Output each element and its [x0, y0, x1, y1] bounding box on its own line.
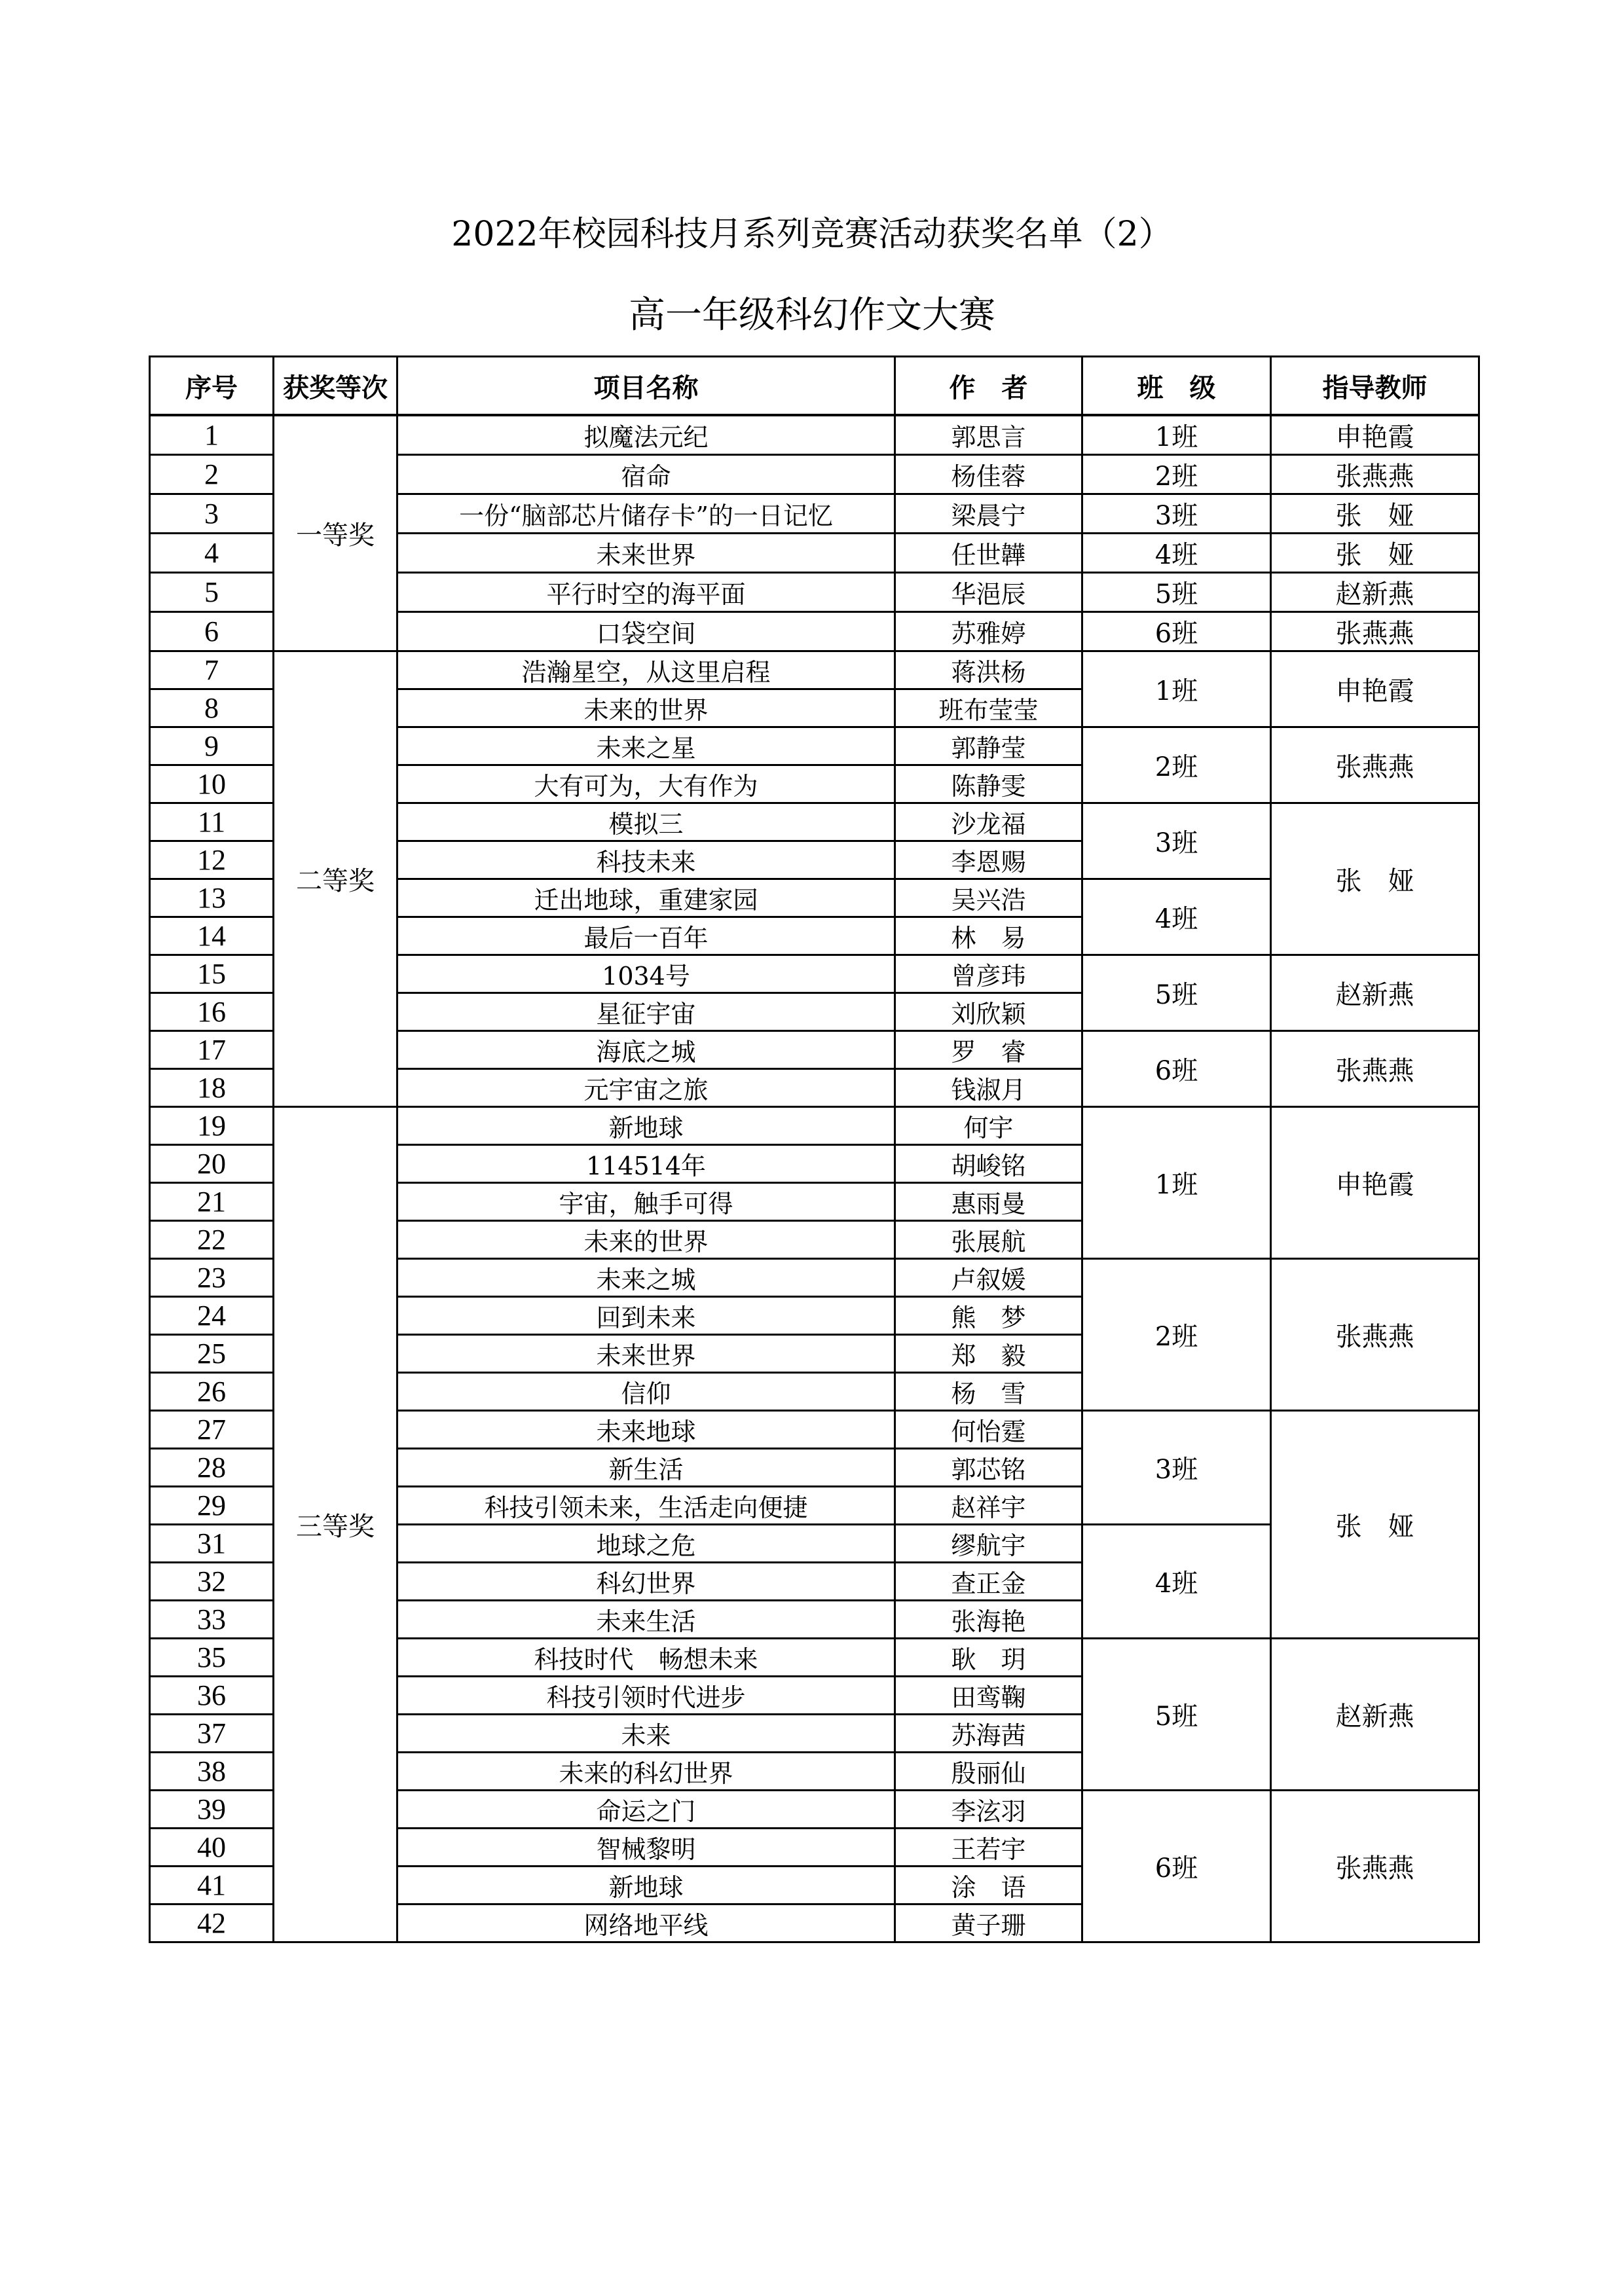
cell-project: 科技未来	[397, 841, 895, 879]
table-row	[150, 415, 1479, 455]
cell-class: 6班	[1082, 612, 1271, 651]
page-title: 2022年校园科技月系列竞赛活动获奖名单（2）	[451, 215, 1173, 254]
cell-author: 田鸾鞠	[895, 1677, 1082, 1715]
cell-seq: 27	[150, 1411, 274, 1449]
cell-seq: 1	[150, 415, 274, 455]
cell-author: 张海艳	[895, 1601, 1082, 1639]
award-table	[149, 355, 1480, 1943]
cell-teacher: 赵新燕	[1271, 955, 1479, 1031]
cell-class: 4班	[1082, 1525, 1271, 1639]
cell-class: 1班	[1082, 415, 1271, 455]
cell-class: 2班	[1082, 455, 1271, 494]
cell-author: 郭思言	[895, 415, 1082, 455]
table-row	[150, 1107, 1479, 1145]
cell-seq: 2	[150, 455, 274, 494]
cell-author: 缪航宇	[895, 1525, 1082, 1563]
cell-author: 沙龙福	[895, 803, 1082, 841]
cell-project: 科技引领时代进步	[397, 1677, 895, 1715]
cell-author: 苏雅婷	[895, 612, 1082, 651]
cell-seq: 25	[150, 1335, 274, 1373]
cell-teacher: 张燕燕	[1271, 1791, 1479, 1942]
cell-author: 杨 雪	[895, 1373, 1082, 1411]
cell-project: 未来	[397, 1715, 895, 1753]
cell-project: 未来的科幻世界	[397, 1753, 895, 1791]
cell-project: 科技时代 畅想未来	[397, 1639, 895, 1677]
cell-author: 班布莹莹	[895, 689, 1082, 727]
table-row	[150, 651, 1479, 689]
cell-class: 2班	[1082, 1259, 1271, 1411]
cell-author: 曾彦玮	[895, 955, 1082, 993]
cell-author: 刘欣颖	[895, 993, 1082, 1031]
cell-award-level: 三等奖	[274, 1107, 397, 1942]
cell-author: 李恩赐	[895, 841, 1082, 879]
cell-seq: 33	[150, 1601, 274, 1639]
cell-seq: 18	[150, 1069, 274, 1107]
cell-project: 浩瀚星空，从这里启程	[397, 651, 895, 689]
cell-seq: 35	[150, 1639, 274, 1677]
cell-teacher: 张燕燕	[1271, 1031, 1479, 1107]
cell-author: 殷丽仙	[895, 1753, 1082, 1791]
cell-seq: 13	[150, 879, 274, 917]
cell-project: 未来之城	[397, 1259, 895, 1297]
cell-seq: 24	[150, 1297, 274, 1335]
cell-author: 郭芯铭	[895, 1449, 1082, 1487]
cell-project: 星征宇宙	[397, 993, 895, 1031]
cell-project: 1034号	[397, 955, 895, 993]
cell-seq: 36	[150, 1677, 274, 1715]
cell-seq: 11	[150, 803, 274, 841]
cell-author: 黄子珊	[895, 1904, 1082, 1942]
cell-author: 苏海茜	[895, 1715, 1082, 1753]
cell-seq: 4	[150, 534, 274, 573]
cell-seq: 40	[150, 1829, 274, 1867]
cell-class: 5班	[1082, 1639, 1271, 1791]
cell-seq: 29	[150, 1487, 274, 1525]
cell-author: 惠雨曼	[895, 1183, 1082, 1221]
cell-seq: 14	[150, 917, 274, 955]
cell-project: 迁出地球，重建家园	[397, 879, 895, 917]
cell-class: 1班	[1082, 651, 1271, 727]
cell-seq: 5	[150, 573, 274, 612]
cell-project: 新生活	[397, 1449, 895, 1487]
cell-class: 3班	[1082, 494, 1271, 534]
header-teacher: 指导教师	[1271, 357, 1479, 416]
cell-project: 一份“脑部芯片储存卡”的一日记忆	[397, 494, 895, 534]
cell-project: 拟魔法元纪	[397, 415, 895, 455]
cell-class: 1班	[1082, 1107, 1271, 1259]
cell-project: 未来地球	[397, 1411, 895, 1449]
cell-author: 卢叙媛	[895, 1259, 1082, 1297]
cell-seq: 26	[150, 1373, 274, 1411]
cell-project: 未来世界	[397, 1335, 895, 1373]
cell-project: 大有可为，大有作为	[397, 765, 895, 803]
cell-project: 海底之城	[397, 1031, 895, 1069]
cell-teacher: 张 娅	[1271, 1411, 1479, 1639]
cell-teacher: 张燕燕	[1271, 727, 1479, 803]
cell-project: 网络地平线	[397, 1904, 895, 1942]
cell-author: 赵祥宇	[895, 1487, 1082, 1525]
cell-project: 智械黎明	[397, 1829, 895, 1867]
cell-author: 梁晨宁	[895, 494, 1082, 534]
page-subtitle: 高一年级科幻作文大赛	[629, 294, 995, 337]
cell-project: 命运之门	[397, 1791, 895, 1829]
cell-class: 6班	[1082, 1791, 1271, 1942]
cell-teacher: 申艳霞	[1271, 651, 1479, 727]
cell-seq: 15	[150, 955, 274, 993]
cell-seq: 38	[150, 1753, 274, 1791]
cell-seq: 7	[150, 651, 274, 689]
cell-project: 口袋空间	[397, 612, 895, 651]
cell-class: 6班	[1082, 1031, 1271, 1107]
cell-seq: 20	[150, 1145, 274, 1183]
cell-author: 林 易	[895, 917, 1082, 955]
cell-teacher: 张 娅	[1271, 494, 1479, 534]
cell-author: 陈静雯	[895, 765, 1082, 803]
cell-class: 5班	[1082, 955, 1271, 1031]
cell-seq: 9	[150, 727, 274, 765]
cell-project: 科幻世界	[397, 1563, 895, 1601]
cell-author: 郭静莹	[895, 727, 1082, 765]
cell-project: 未来之星	[397, 727, 895, 765]
header-author: 作 者	[895, 357, 1082, 416]
cell-teacher: 申艳霞	[1271, 1107, 1479, 1259]
cell-author: 王若宇	[895, 1829, 1082, 1867]
cell-author: 华浥辰	[895, 573, 1082, 612]
cell-seq: 41	[150, 1867, 274, 1904]
cell-class: 4班	[1082, 534, 1271, 573]
cell-seq: 32	[150, 1563, 274, 1601]
cell-teacher: 申艳霞	[1271, 415, 1479, 455]
cell-project: 宿命	[397, 455, 895, 494]
cell-project: 元宇宙之旅	[397, 1069, 895, 1107]
cell-seq: 17	[150, 1031, 274, 1069]
cell-author: 郑 毅	[895, 1335, 1082, 1373]
cell-class: 5班	[1082, 573, 1271, 612]
cell-teacher: 赵新燕	[1271, 573, 1479, 612]
cell-project: 新地球	[397, 1107, 895, 1145]
header-class: 班 级	[1082, 357, 1271, 416]
cell-seq: 8	[150, 689, 274, 727]
cell-author: 熊 梦	[895, 1297, 1082, 1335]
cell-author: 涂 语	[895, 1867, 1082, 1904]
cell-teacher: 张燕燕	[1271, 455, 1479, 494]
cell-seq: 37	[150, 1715, 274, 1753]
cell-author: 吴兴浩	[895, 879, 1082, 917]
cell-teacher: 赵新燕	[1271, 1639, 1479, 1791]
cell-seq: 16	[150, 993, 274, 1031]
cell-seq: 31	[150, 1525, 274, 1563]
table-header-row	[150, 357, 1479, 416]
header-seq: 序号	[150, 357, 274, 416]
cell-project: 科技引领未来，生活走向便捷	[397, 1487, 895, 1525]
cell-seq: 42	[150, 1904, 274, 1942]
cell-seq: 6	[150, 612, 274, 651]
cell-project: 宇宙，触手可得	[397, 1183, 895, 1221]
cell-author: 钱淑月	[895, 1069, 1082, 1107]
cell-project: 平行时空的海平面	[397, 573, 895, 612]
cell-teacher: 张 娅	[1271, 534, 1479, 573]
cell-seq: 22	[150, 1221, 274, 1259]
cell-author: 何宇	[895, 1107, 1082, 1145]
cell-teacher: 张燕燕	[1271, 1259, 1479, 1411]
cell-author: 罗 睿	[895, 1031, 1082, 1069]
cell-class: 2班	[1082, 727, 1271, 803]
cell-seq: 28	[150, 1449, 274, 1487]
cell-seq: 19	[150, 1107, 274, 1145]
header-level: 获奖等次	[274, 357, 397, 416]
cell-award-level: 二等奖	[274, 651, 397, 1107]
cell-project: 地球之危	[397, 1525, 895, 1563]
cell-author: 耿 玥	[895, 1639, 1082, 1677]
cell-seq: 3	[150, 494, 274, 534]
cell-seq: 39	[150, 1791, 274, 1829]
cell-project: 未来生活	[397, 1601, 895, 1639]
cell-project: 未来世界	[397, 534, 895, 573]
cell-project: 回到未来	[397, 1297, 895, 1335]
cell-author: 查正金	[895, 1563, 1082, 1601]
cell-author: 蒋洪杨	[895, 651, 1082, 689]
cell-award-level: 一等奖	[274, 415, 397, 651]
cell-project: 未来的世界	[397, 1221, 895, 1259]
cell-class: 3班	[1082, 803, 1271, 879]
cell-author: 任世韡	[895, 534, 1082, 573]
cell-seq: 23	[150, 1259, 274, 1297]
cell-project: 信仰	[397, 1373, 895, 1411]
cell-project: 最后一百年	[397, 917, 895, 955]
cell-project: 未来的世界	[397, 689, 895, 727]
cell-author: 李泫羽	[895, 1791, 1082, 1829]
cell-author: 胡峻铭	[895, 1145, 1082, 1183]
cell-teacher: 张 娅	[1271, 803, 1479, 955]
cell-seq: 12	[150, 841, 274, 879]
cell-seq: 10	[150, 765, 274, 803]
header-project: 项目名称	[397, 357, 895, 416]
cell-seq: 21	[150, 1183, 274, 1221]
cell-author: 张展航	[895, 1221, 1082, 1259]
cell-teacher: 张燕燕	[1271, 612, 1479, 651]
cell-author: 何怡霆	[895, 1411, 1082, 1449]
cell-author: 杨佳蓉	[895, 455, 1082, 494]
cell-class: 3班	[1082, 1411, 1271, 1525]
cell-class: 4班	[1082, 879, 1271, 955]
cell-project: 模拟三	[397, 803, 895, 841]
cell-project: 新地球	[397, 1867, 895, 1904]
cell-project: 114514年	[397, 1145, 895, 1183]
